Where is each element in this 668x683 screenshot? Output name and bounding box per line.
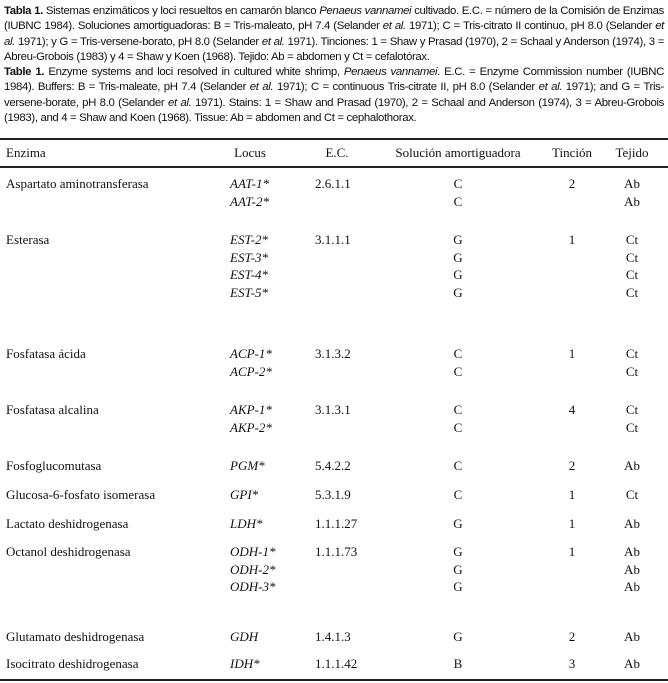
locus-name: EST-4* [230,267,269,283]
locus-name: IDH* [230,656,260,671]
stain-value: 1 [568,544,576,559]
ec-number: 2.6.1.1 [315,176,351,191]
enzyme-name: Glutamato deshidrogenasa [6,629,145,644]
ec-number: 1.1.1.73 [315,544,358,559]
locus-name: EST-5* [230,284,269,300]
header-rule [0,166,668,168]
tissue-value: Ct [625,419,639,435]
caption-english: Table 1. Enzyme systems and loci resolved in cultured white shrimp, Penaeus vannamei. E.C. = Enzyme Commission number (IUBNC 1984). Buffers: B = Tris-maleate, pH 7.4 (Selander et al. 1971); C = continuous Tris-citrate II, pH 8.0 (Selander et al. 1971); and G = Tris-versene-borate, pH 8.0 (Selander et al. 1971). Stains: 1 = Shaw and Prasad (1970), 2 = Schaal and Anderson (1974), 3 = Abreu-Grobois (1983), and 4 = Shaw and Koen (1968). Tissue: Ab = abdomen and Ct = cephalothorax. [4,66,664,125]
header-enzyme: Enzima [6,145,46,160]
ec-number: 3.1.1.1 [315,232,351,247]
top-rule [0,138,668,140]
header-locus: Locus [234,145,266,160]
enzyme-name: Octanol deshidrogenasa [6,544,131,559]
buffer-value: C [453,458,463,473]
buffer-value: G [453,267,463,283]
tissue-value: Ct [625,346,639,361]
locus-name: ODH-3* [230,579,276,595]
tissue-value: Ab [624,656,640,671]
buffer-value: G [453,579,463,595]
buffer-value: B [453,656,463,671]
buffer-value: C [453,419,463,435]
buffer-value: C [453,363,463,379]
ec-number: 3.1.3.2 [315,346,351,361]
enzyme-name: Glucosa-6-fosfato isomerasa [6,487,156,502]
ec-number: 1.1.1.42 [315,656,358,671]
buffer-value: C [453,176,463,191]
buffer-value: G [453,232,463,247]
stain-value: 1 [568,487,576,502]
tissue-value: Ab [624,544,640,559]
bottom-rule [0,679,668,681]
tissue-value: Ct [625,402,639,417]
stain-value: 1 [568,232,576,247]
ec-number: 5.3.1.9 [315,487,351,502]
buffer-value: G [453,249,463,265]
locus-name: PGM* [230,458,265,473]
stain-value: 2 [568,176,576,191]
buffer-value: C [453,346,463,361]
tissue-value: Ab [624,561,640,577]
enzyme-name: Lactato deshidrogenasa [6,516,129,531]
tissue-value: Ab [624,458,640,473]
locus-name: AKP-2* [230,419,272,435]
ec-number: 5.4.2.2 [315,458,351,473]
table-caption [4,4,664,126]
header-ec: E.C. [325,145,349,160]
header-stain: Tinción [552,145,592,160]
stain-value: 2 [568,458,576,473]
tissue-value: Ct [625,284,639,300]
enzyme-name: Aspartato aminotransferasa [6,176,149,191]
locus-name: ACP-1* [230,346,272,361]
buffer-value: G [453,284,463,300]
ec-number: 3.1.3.1 [315,402,351,417]
stain-value: 4 [568,402,576,417]
stain-value: 1 [568,346,576,361]
caption-spanish: Tabla 1. Sistemas enzimáticos y loci resueltos en camarón blanco Penaeus vannamei cultivado. E.C. = número de la Comisión de Enzimas (IUBNC 1984). Soluciones amortiguadoras: B = Tris-maleato, pH 7.4 (Selander et al. 1971); C = Tris-citrato II continuo, pH 8.0 (Selander et al. 1971); y G = Tris-versene-borato, pH 8.0 (Selander et al. 1971). Tinciones: 1 = Shaw y Prasad (1970), 2 = Schaal y Anderson (1974), 3 = Abreu-Grobois (1983) y 4 = Shaw y Koen (1968). Tejido: Ab = abdomen y Ct = cefalotórax. [4,5,664,63]
header-buffer: Solución amortiguadora [395,145,521,160]
buffer-value: G [453,544,463,559]
locus-name: GPI* [230,487,259,502]
locus-name: AAT-2* [230,193,269,209]
tissue-value: Ct [625,267,639,283]
enzyme-name: Fosfoglucomutasa [6,458,102,473]
locus-name: GDH [230,629,259,644]
tissue-value: Ab [624,516,640,531]
enzyme-name: Fosfatasa alcalina [6,402,99,417]
locus-name: EST-2* [230,232,269,247]
locus-name: LDH* [230,516,263,531]
buffer-value: C [453,402,463,417]
tissue-value: Ab [624,629,640,644]
ec-number: 1.1.1.27 [315,516,358,531]
tissue-value: Ab [624,176,640,191]
buffer-value: G [453,561,463,577]
locus-name: EST-3* [230,249,269,265]
buffer-value: G [453,629,463,644]
stain-value: 1 [568,516,576,531]
tissue-value: Ab [624,193,640,209]
tissue-value: Ct [625,232,639,247]
stain-value: 2 [568,629,576,644]
enzyme-name: Isocitrato deshidrogenasa [6,656,139,671]
stain-value: 3 [568,656,576,671]
locus-name: ODH-1* [230,544,276,559]
buffer-value: C [453,487,463,502]
locus-name: ACP-2* [230,363,272,379]
enzyme-name: Esterasa [6,232,50,247]
buffer-value: G [453,516,463,531]
buffer-value: C [453,193,463,209]
locus-name: AKP-1* [230,402,272,417]
ec-number: 1.4.1.3 [315,629,351,644]
tissue-value: Ct [625,487,639,502]
locus-name: ODH-2* [230,561,276,577]
tissue-value: Ct [625,249,639,265]
tissue-value: Ct [625,363,639,379]
enzyme-name: Fosfatasa ácida [6,346,86,361]
tissue-value: Ab [624,579,640,595]
header-tissue: Tejido [615,145,649,160]
locus-name: AAT-1* [230,176,269,191]
